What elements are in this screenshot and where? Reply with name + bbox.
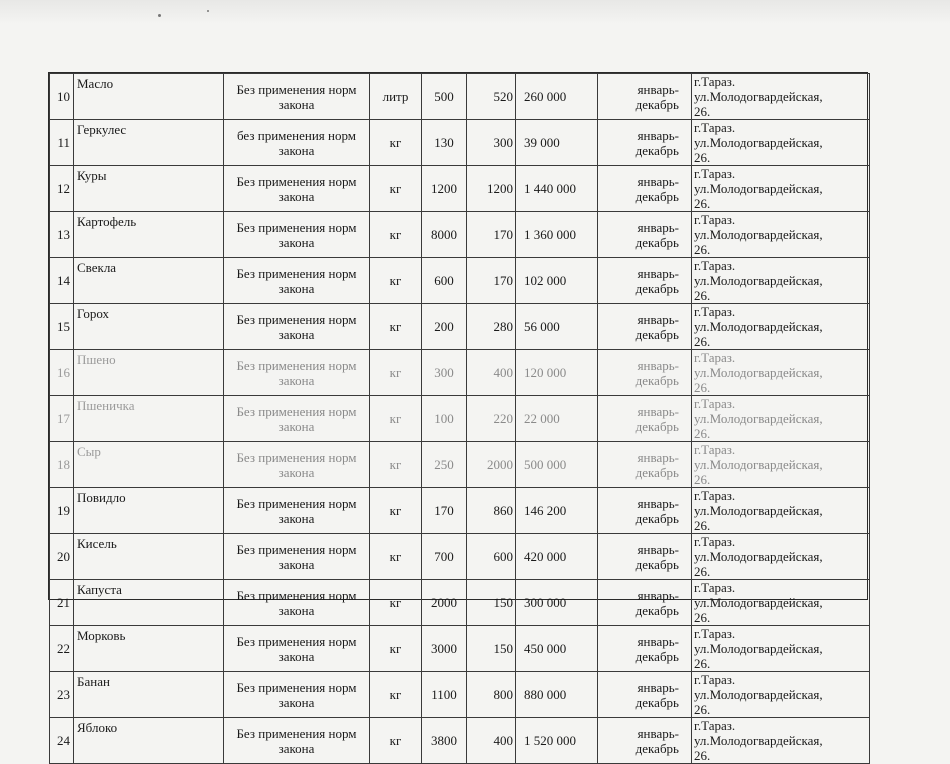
delivery-address-line: 26. <box>694 656 711 671</box>
unit-price: 520 <box>467 74 516 120</box>
delivery-period-line: январь- <box>637 403 679 419</box>
delivery-address <box>692 120 870 166</box>
unit-of-measure: кг <box>370 120 422 166</box>
delivery-address-line: 26. <box>694 104 711 119</box>
delivery-period-line: январь- <box>637 633 679 649</box>
delivery-period <box>598 580 692 626</box>
quantity: 250 <box>422 442 467 488</box>
delivery-period <box>598 258 692 304</box>
delivery-address-line: 26. <box>694 380 711 395</box>
delivery-address <box>692 396 870 442</box>
delivery-address <box>692 534 870 580</box>
procurement-method: Без применения норм закона <box>224 258 370 304</box>
delivery-period-line: декабрь <box>635 740 679 756</box>
total-amount: 56 000 <box>516 304 598 350</box>
delivery-address-line: 26. <box>694 748 711 763</box>
delivery-address-line: г.Тараз. ул.Молодогвардейская, <box>694 442 823 472</box>
delivery-period <box>598 442 692 488</box>
delivery-period-line: январь- <box>637 265 679 281</box>
total-amount: 300 000 <box>516 580 598 626</box>
unit-price: 150 <box>467 580 516 626</box>
table-row <box>50 488 870 534</box>
delivery-address-line: г.Тараз. ул.Молодогвардейская, <box>694 672 823 702</box>
delivery-address-line: 26. <box>694 564 711 579</box>
delivery-address <box>692 258 870 304</box>
procurement-method: Без применения норм закона <box>224 718 370 764</box>
product-name: Сыр <box>74 442 224 488</box>
product-name: Горох <box>74 304 224 350</box>
table-row <box>50 396 870 442</box>
unit-of-measure: кг <box>370 350 422 396</box>
procurement-method: Без применения норм закона <box>224 396 370 442</box>
row-number: 11 <box>50 120 74 166</box>
delivery-period <box>598 672 692 718</box>
delivery-address-line: 26. <box>694 426 711 441</box>
delivery-address-line: г.Тараз. ул.Молодогвардейская, <box>694 304 823 334</box>
delivery-address-line: г.Тараз. ул.Молодогвардейская, <box>694 350 823 380</box>
quantity: 700 <box>422 534 467 580</box>
unit-price: 400 <box>467 350 516 396</box>
total-amount: 450 000 <box>516 626 598 672</box>
total-amount: 120 000 <box>516 350 598 396</box>
table-row <box>50 626 870 672</box>
unit-of-measure: кг <box>370 396 422 442</box>
procurement-method: Без применения норм закона <box>224 212 370 258</box>
delivery-address-line: 26. <box>694 702 711 717</box>
delivery-address-line: 26. <box>694 472 711 487</box>
delivery-address <box>692 304 870 350</box>
table-row <box>50 166 870 212</box>
row-number: 18 <box>50 442 74 488</box>
delivery-address <box>692 672 870 718</box>
unit-of-measure: кг <box>370 166 422 212</box>
unit-price: 860 <box>467 488 516 534</box>
product-name: Геркулес <box>74 120 224 166</box>
delivery-address-line: 26. <box>694 334 711 349</box>
delivery-period-line: январь- <box>637 725 679 741</box>
table-row <box>50 350 870 396</box>
quantity: 300 <box>422 350 467 396</box>
quantity: 130 <box>422 120 467 166</box>
unit-of-measure: литр <box>370 74 422 120</box>
delivery-period-line: январь- <box>637 81 679 97</box>
delivery-period <box>598 166 692 212</box>
delivery-period-line: декабрь <box>635 188 679 204</box>
procurement-method: Без применения норм закона <box>224 74 370 120</box>
delivery-period-line: декабрь <box>635 372 679 388</box>
delivery-address-line: г.Тараз. ул.Молодогвардейская, <box>694 534 823 564</box>
delivery-period <box>598 488 692 534</box>
total-amount: 102 000 <box>516 258 598 304</box>
delivery-address-line: г.Тараз. ул.Молодогвардейская, <box>694 718 823 748</box>
scan-speck <box>158 14 161 17</box>
procurement-method: Без применения норм закона <box>224 626 370 672</box>
total-amount: 146 200 <box>516 488 598 534</box>
delivery-period-line: январь- <box>637 587 679 603</box>
row-number: 23 <box>50 672 74 718</box>
quantity: 500 <box>422 74 467 120</box>
row-number: 19 <box>50 488 74 534</box>
delivery-address-line: г.Тараз. ул.Молодогвардейская, <box>694 396 823 426</box>
delivery-address-line: 26. <box>694 150 711 165</box>
quantity: 100 <box>422 396 467 442</box>
unit-price: 1200 <box>467 166 516 212</box>
product-name: Повидло <box>74 488 224 534</box>
table-row <box>50 672 870 718</box>
table-row <box>50 304 870 350</box>
unit-of-measure: кг <box>370 534 422 580</box>
row-number: 12 <box>50 166 74 212</box>
unit-price: 2000 <box>467 442 516 488</box>
delivery-period <box>598 396 692 442</box>
product-name: Пшено <box>74 350 224 396</box>
row-number: 24 <box>50 718 74 764</box>
delivery-period-line: январь- <box>637 357 679 373</box>
unit-price: 400 <box>467 718 516 764</box>
quantity: 1200 <box>422 166 467 212</box>
delivery-address-line: 26. <box>694 610 711 625</box>
procurement-method: Без применения норм закона <box>224 442 370 488</box>
table-row <box>50 442 870 488</box>
procurement-method: Без применения норм закона <box>224 534 370 580</box>
table-row <box>50 580 870 626</box>
total-amount: 420 000 <box>516 534 598 580</box>
delivery-period <box>598 350 692 396</box>
quantity: 200 <box>422 304 467 350</box>
unit-of-measure: кг <box>370 442 422 488</box>
delivery-period-line: январь- <box>637 449 679 465</box>
procurement-method: без применения норм закона <box>224 120 370 166</box>
table-row <box>50 212 870 258</box>
delivery-address-line: 26. <box>694 288 711 303</box>
delivery-address <box>692 580 870 626</box>
unit-price: 300 <box>467 120 516 166</box>
quantity: 170 <box>422 488 467 534</box>
procurement-method: Без применения норм закона <box>224 350 370 396</box>
delivery-period-line: январь- <box>637 127 679 143</box>
table-row <box>50 120 870 166</box>
table-row <box>50 534 870 580</box>
table-body <box>50 74 870 764</box>
unit-price: 150 <box>467 626 516 672</box>
unit-price: 280 <box>467 304 516 350</box>
row-number: 20 <box>50 534 74 580</box>
delivery-period-line: январь- <box>637 495 679 511</box>
delivery-address-line: г.Тараз. ул.Молодогвардейская, <box>694 74 823 104</box>
product-name: Кисель <box>74 534 224 580</box>
delivery-period <box>598 626 692 672</box>
table-row <box>50 258 870 304</box>
scan-top-edge <box>0 0 950 24</box>
delivery-period-line: декабрь <box>635 510 679 526</box>
delivery-period-line: декабрь <box>635 556 679 572</box>
delivery-address-line: 26. <box>694 196 711 211</box>
delivery-address-line: г.Тараз. ул.Молодогвардейская, <box>694 488 823 518</box>
delivery-address <box>692 212 870 258</box>
product-name: Банан <box>74 672 224 718</box>
delivery-address-line: 26. <box>694 518 711 533</box>
procurement-method: Без применения норм закона <box>224 166 370 212</box>
delivery-address <box>692 442 870 488</box>
delivery-period <box>598 534 692 580</box>
unit-of-measure: кг <box>370 212 422 258</box>
unit-of-measure: кг <box>370 718 422 764</box>
total-amount: 39 000 <box>516 120 598 166</box>
delivery-period-line: декабрь <box>635 280 679 296</box>
total-amount: 1 440 000 <box>516 166 598 212</box>
procurement-table <box>48 72 868 763</box>
delivery-period-line: январь- <box>637 173 679 189</box>
delivery-period-line: декабрь <box>635 142 679 158</box>
delivery-period <box>598 718 692 764</box>
delivery-address <box>692 488 870 534</box>
delivery-period-line: декабрь <box>635 648 679 664</box>
unit-of-measure: кг <box>370 488 422 534</box>
delivery-address-line: г.Тараз. ул.Молодогвардейская, <box>694 580 823 610</box>
delivery-period <box>598 74 692 120</box>
delivery-address-line: г.Тараз. ул.Молодогвардейская, <box>694 258 823 288</box>
product-name: Куры <box>74 166 224 212</box>
row-number: 10 <box>50 74 74 120</box>
row-number: 13 <box>50 212 74 258</box>
product-name: Капуста <box>74 580 224 626</box>
product-name: Масло <box>74 74 224 120</box>
row-number: 14 <box>50 258 74 304</box>
row-number: 15 <box>50 304 74 350</box>
total-amount: 22 000 <box>516 396 598 442</box>
unit-of-measure: кг <box>370 626 422 672</box>
row-number: 21 <box>50 580 74 626</box>
procurement-method: Без применения норм закона <box>224 488 370 534</box>
procurement-method: Без применения норм закона <box>224 672 370 718</box>
delivery-address-line: г.Тараз. ул.Молодогвардейская, <box>694 212 823 242</box>
delivery-address <box>692 74 870 120</box>
delivery-period-line: декабрь <box>635 464 679 480</box>
unit-of-measure: кг <box>370 258 422 304</box>
product-name: Пшеничка <box>74 396 224 442</box>
table-row <box>50 74 870 120</box>
unit-price: 800 <box>467 672 516 718</box>
product-name: Свекла <box>74 258 224 304</box>
delivery-address <box>692 718 870 764</box>
delivery-address-line: г.Тараз. ул.Молодогвардейская, <box>694 120 823 150</box>
product-name: Морковь <box>74 626 224 672</box>
row-number: 17 <box>50 396 74 442</box>
quantity: 1100 <box>422 672 467 718</box>
delivery-period-line: январь- <box>637 219 679 235</box>
delivery-period-line: декабрь <box>635 96 679 112</box>
delivery-period <box>598 212 692 258</box>
unit-of-measure: кг <box>370 304 422 350</box>
procurement-method: Без применения норм закона <box>224 304 370 350</box>
delivery-address-line: г.Тараз. ул.Молодогвардейская, <box>694 166 823 196</box>
quantity: 2000 <box>422 580 467 626</box>
delivery-period-line: январь- <box>637 679 679 695</box>
delivery-address-line: 26. <box>694 242 711 257</box>
row-number: 16 <box>50 350 74 396</box>
unit-price: 220 <box>467 396 516 442</box>
scan-speck <box>207 10 209 12</box>
total-amount: 1 520 000 <box>516 718 598 764</box>
delivery-address <box>692 166 870 212</box>
delivery-period-line: декабрь <box>635 418 679 434</box>
delivery-period-line: декабрь <box>635 694 679 710</box>
quantity: 3800 <box>422 718 467 764</box>
product-name: Картофель <box>74 212 224 258</box>
unit-of-measure: кг <box>370 672 422 718</box>
quantity: 600 <box>422 258 467 304</box>
quantity: 8000 <box>422 212 467 258</box>
delivery-period-line: январь- <box>637 541 679 557</box>
unit-price: 170 <box>467 258 516 304</box>
total-amount: 500 000 <box>516 442 598 488</box>
table-row <box>50 718 870 764</box>
delivery-address <box>692 626 870 672</box>
delivery-period-line: январь- <box>637 311 679 327</box>
total-amount: 1 360 000 <box>516 212 598 258</box>
delivery-period-line: декабрь <box>635 602 679 618</box>
row-number: 22 <box>50 626 74 672</box>
unit-of-measure: кг <box>370 580 422 626</box>
delivery-period <box>598 120 692 166</box>
procurement-method: Без применения норм закона <box>224 580 370 626</box>
total-amount: 260 000 <box>516 74 598 120</box>
quantity: 3000 <box>422 626 467 672</box>
delivery-address <box>692 350 870 396</box>
delivery-period <box>598 304 692 350</box>
product-name: Яблоко <box>74 718 224 764</box>
total-amount: 880 000 <box>516 672 598 718</box>
unit-price: 600 <box>467 534 516 580</box>
delivery-period-line: декабрь <box>635 326 679 342</box>
unit-price: 170 <box>467 212 516 258</box>
delivery-address-line: г.Тараз. ул.Молодогвардейская, <box>694 626 823 656</box>
delivery-period-line: декабрь <box>635 234 679 250</box>
